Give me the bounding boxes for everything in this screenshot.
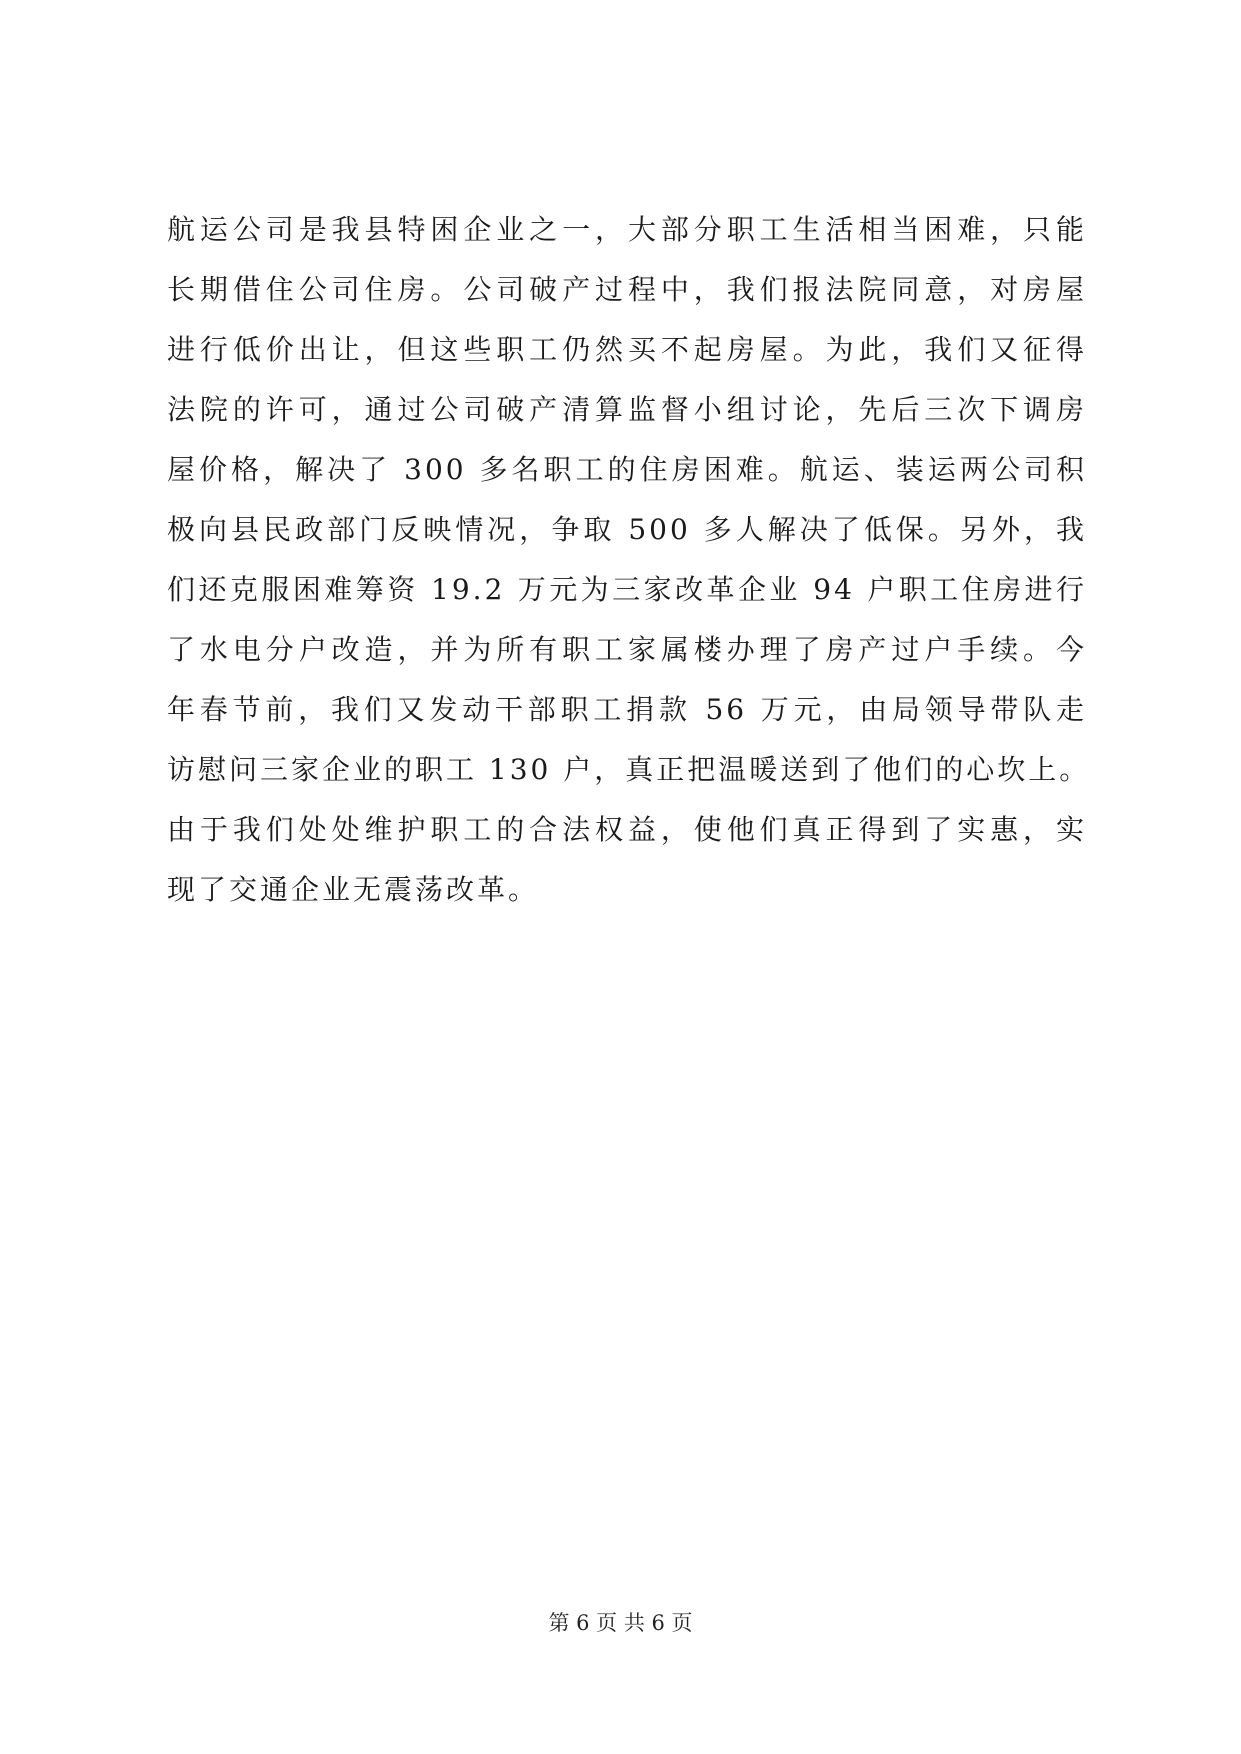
text-line-1: 航运公司是我县特困企业之一，大部分职工生活相当困难，只能 <box>167 213 1087 246</box>
text-line-2: 长期借住公司住房。公司破产过程中，我们报法院同意，对房屋 <box>167 273 1087 306</box>
text-line-4: 法院的许可，通过公司破产清算监督小组讨论，先后三次下调房 <box>167 393 1087 426</box>
text-line-10: 访慰问三家企业的职工 130 户，真正把温暖送到了他们的心坎上。 <box>167 753 1091 786</box>
body-paragraph <box>167 200 1091 920</box>
text-line-6: 极向县民政部门反映情况，争取 500 多人解决了低保。另外，我 <box>167 513 1087 546</box>
text-line-8: 了水电分户改造，并为所有职工家属楼办理了房产过户手续。今 <box>167 633 1087 666</box>
text-line-12: 现了交通企业无震荡改革。 <box>167 873 540 906</box>
text-line-9: 年春节前，我们又发动干部职工捐款 56 万元，由局领导带队走 <box>167 693 1087 726</box>
text-line-7: 们还克服困难筹资 19.2 万元为三家改革企业 94 户职工住房进行 <box>167 573 1087 606</box>
page-number-footer: 第 6 页 共 6 页 <box>548 1611 693 1635</box>
text-line-5: 屋价格，解决了 300 多名职工的住房困难。航运、装运两公司积 <box>167 453 1087 486</box>
text-line-3: 进行低价出让，但这些职工仍然买不起房屋。为此，我们又征得 <box>167 333 1087 366</box>
text-line-11: 由于我们处处维护职工的合法权益，使他们真正得到了实惠，实 <box>167 813 1087 846</box>
